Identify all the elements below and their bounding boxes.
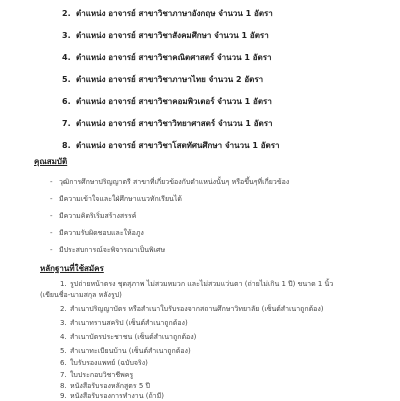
position-text: ตำแหน่ง อาจารย์ สาขาวิชาคอมพิวเตอร์ จำนวน 1 อัตรา xyxy=(76,97,272,106)
document-text: สำเนาบัตรประชาชน (เซ็นต์สำเนาถูกต้อง) xyxy=(70,333,197,341)
document-item xyxy=(60,370,133,380)
document-number: 3. xyxy=(60,319,67,327)
position-text: ตำแหน่ง อาจารย์ สาขาวิชาสังคมศึกษา จำนวน 1 อัตรา xyxy=(76,31,269,40)
position-number: 8. xyxy=(62,141,71,150)
document-item xyxy=(60,279,333,289)
qualification-text: มีประสบการณ์จะพิจารณาเป็นพิเศษ xyxy=(59,246,166,254)
document-text: สำเนาทรานสคริป (เซ็นต์สำเนาถูกต้อง) xyxy=(70,319,188,327)
position-text: ตำแหน่ง อาจารย์ สาขาวิชาภาษาไทย จำนวน 2 อัตรา xyxy=(76,75,264,84)
position-text: ตำแหน่ง อาจารย์ สาขาวิชาภาษาอังกฤษ จำนวน 1 อัตรา xyxy=(76,9,273,18)
document-item-continuation: (เขียนชื่อ-นามสกุล หลังรูป) xyxy=(40,291,122,299)
position-item xyxy=(62,53,272,63)
document-text: รูปถ่ายหน้าตรง ชุดสุภาพ ไม่สวมหมวก และไม่สวมแว่นตา (ถ่ายไม่เกิน 1 ปี) ขนาด 1 นิ้ว xyxy=(70,280,334,288)
document-number: 9. xyxy=(60,392,67,400)
position-number: 2. xyxy=(62,9,71,18)
qualification-item: - มีประสบการณ์จะพิจารณาเป็นพิเศษ xyxy=(50,246,166,254)
qualification-item: - มีความรับผิดชอบและให้อภูง xyxy=(50,229,144,237)
document-number: 8. xyxy=(60,382,67,390)
document-text: หนังสือรับรองการทำงาน (ถ้ามี) xyxy=(70,392,164,400)
position-item xyxy=(62,75,263,85)
qualifications-title: คุณสมบัติ xyxy=(34,157,68,166)
position-text: ตำแหน่ง อาจารย์ สาขาวิชาคณิตศาสตร์ จำนวน 1 อัตรา xyxy=(76,53,272,62)
document-text: สำเนาทะเบียนบ้าน (เซ็นต์สำเนาถูกต้อง) xyxy=(70,347,191,355)
document-number: 4. xyxy=(60,333,67,341)
qualification-text: วุฒิการศึกษาปริญญาตรี สาขาที่เกี่ยวข้องกับตำแหน่งนั้นๆ หรือขึ้นๆที่เกี่ยวข้อง xyxy=(59,178,290,186)
documents-title: หลักฐานที่ใช้สมัคร xyxy=(40,264,104,273)
position-item xyxy=(62,9,273,19)
position-number: 4. xyxy=(62,53,71,62)
document-text: หนังสือรับรองหลักสูตร 5 ปี xyxy=(70,382,150,390)
qualification-item: - มีความเข้าใจและใฝ่ศึกษาแนวทักเรียนได้ xyxy=(50,195,182,203)
document-item xyxy=(60,358,148,368)
document-number: 2. xyxy=(60,305,67,313)
qualification-text: มีความรับผิดชอบและให้อภูง xyxy=(59,229,144,237)
document-item xyxy=(60,381,150,391)
qualification-item: - มีความคิดริเริ่มสร้างสรรค์ xyxy=(50,212,137,220)
position-number: 5. xyxy=(62,75,71,84)
position-item xyxy=(62,141,279,151)
qualification-item: - วุฒิการศึกษาปริญญาตรี สาขาที่เกี่ยวข้องกับตำแหน่งนั้นๆ หรือขึ้นๆที่เกี่ยวข้อง xyxy=(50,178,290,186)
position-item xyxy=(62,31,269,41)
document-item xyxy=(60,346,191,356)
document-text: ใบประกอบวิชาชีพครู xyxy=(70,371,134,379)
qualification-text: มีความคิดริเริ่มสร้างสรรค์ xyxy=(59,212,137,220)
position-number: 7. xyxy=(62,119,71,128)
position-number: 3. xyxy=(62,31,71,40)
document-number: 1. xyxy=(60,280,67,288)
document-number: 7. xyxy=(60,371,67,379)
position-item xyxy=(62,97,272,107)
document-text: สำเนาปริญญาบัตร หรือสำเนาใบรับรองจากสถานศึกษาวิทยาลัย (เซ็นต์สำเนาถูกต้อง) xyxy=(70,305,324,313)
document-item xyxy=(60,304,324,314)
document-item xyxy=(60,318,188,328)
position-item xyxy=(62,119,272,129)
document-number: 5. xyxy=(60,347,67,355)
document-text: ใบรับรองแพทย์ (ฉบับจริง) xyxy=(70,359,148,367)
position-text: ตำแหน่ง อาจารย์ สาขาวิชาวิทยาศาสตร์ จำนวน 1 อัตรา xyxy=(76,119,273,128)
document-number: 6. xyxy=(60,359,67,367)
qualification-text: มีความเข้าใจและใฝ่ศึกษาแนวทักเรียนได้ xyxy=(59,195,182,203)
document-item xyxy=(60,332,196,342)
position-text: ตำแหน่ง อาจารย์ สาขาวิชาโสตทัศนศึกษา จำนวน 1 อัตรา xyxy=(76,141,280,150)
position-number: 6. xyxy=(62,97,71,106)
